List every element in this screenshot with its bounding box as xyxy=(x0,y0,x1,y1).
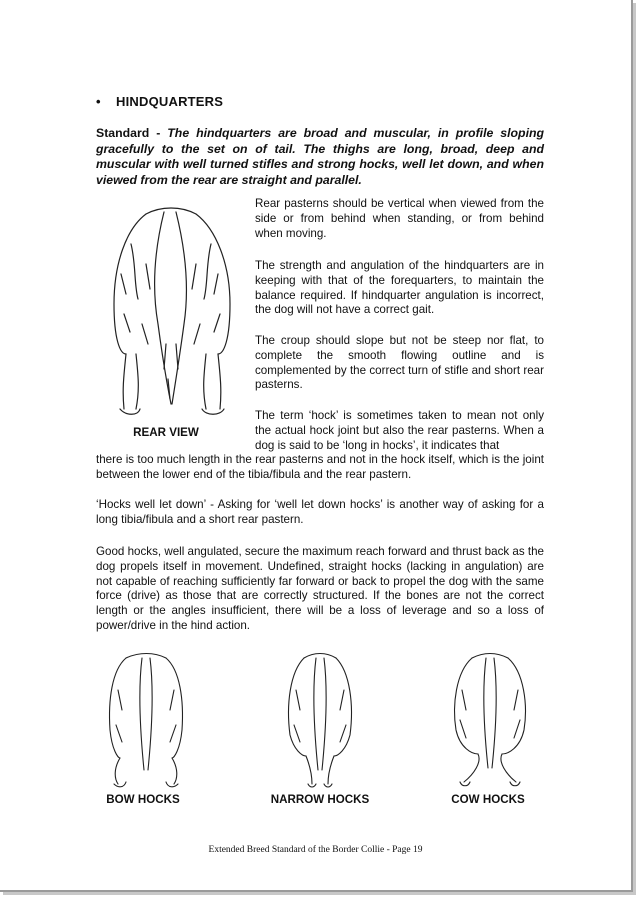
section-title: HINDQUARTERS xyxy=(116,94,224,109)
standard-quote xyxy=(96,126,544,188)
paragraph-strength: The strength and angulation of the hindquarters are in keeping with that of the forequarters, to maintain the balance required. If hindquarter angulation is incorrect, the dog will not have a correct gait. xyxy=(255,259,544,317)
standard-label: Standard - xyxy=(96,126,168,140)
bullet: • xyxy=(96,94,101,109)
rear-view-caption: REAR VIEW xyxy=(133,426,199,439)
paragraph-good-hocks: Good hocks, well angulated, secure the maximum reach forward and thrust back as the dog propels itself in movement. Undefined, straight hocks (lacking in angulation) are not capable of reaching sufficiently far forward or back to propel the dog with the same force (drive) as those that are correctly structured. If the bones are not the correct length or the angles insufficient, there will be a loss of leverage and so a loss of power/drive in the hind action. xyxy=(96,545,544,632)
narrow-hocks-illustration xyxy=(282,650,358,790)
bow-hocks-caption: BOW HOCKS xyxy=(106,793,180,806)
narrow-hocks-caption: NARROW HOCKS xyxy=(270,793,370,806)
rear-view-illustration xyxy=(106,204,236,424)
section-heading xyxy=(96,94,223,109)
paragraph-hocks-let-down: ‘Hocks well let down’ - Asking for ‘well let down hocks’ is another way of asking for a long tibia/fibula and a short rear pastern. xyxy=(96,498,544,526)
standard-text: The hindquarters are broad and muscular, in profile sloping gracefully to the set on of tail. The thighs are long, broad, deep and muscular with well turned stifles and strong hocks, well let down, and when viewed from the rear are straight and parallel. xyxy=(96,126,545,187)
paragraph-hock-term-continued: there is too much length in the rear pasterns and not in the hock itself, which is the joint between the lower end of the tibia/fibula and the rear pastern. xyxy=(96,453,544,481)
cow-hocks-illustration xyxy=(450,650,530,790)
bow-hocks-illustration xyxy=(104,650,188,790)
paragraph-pasterns: Rear pasterns should be vertical when viewed from the side or from behind when standing, or from behind when moving. xyxy=(255,197,544,240)
page-footer: Extended Breed Standard of the Border Collie - Page 19 xyxy=(208,845,423,855)
cow-hocks-caption: COW HOCKS xyxy=(451,793,525,806)
paragraph-hock-term: The term ‘hock’ is sometimes taken to mean not only the actual hock joint but also the rear pasterns. When a dog is said to be ‘long in hocks’, it indicates that xyxy=(255,409,544,452)
paragraph-croup: The croup should slope but not be steep nor flat, to complete the smooth flowing outline and is complemented by the correct turn of stifle and short rear pasterns. xyxy=(255,334,544,392)
